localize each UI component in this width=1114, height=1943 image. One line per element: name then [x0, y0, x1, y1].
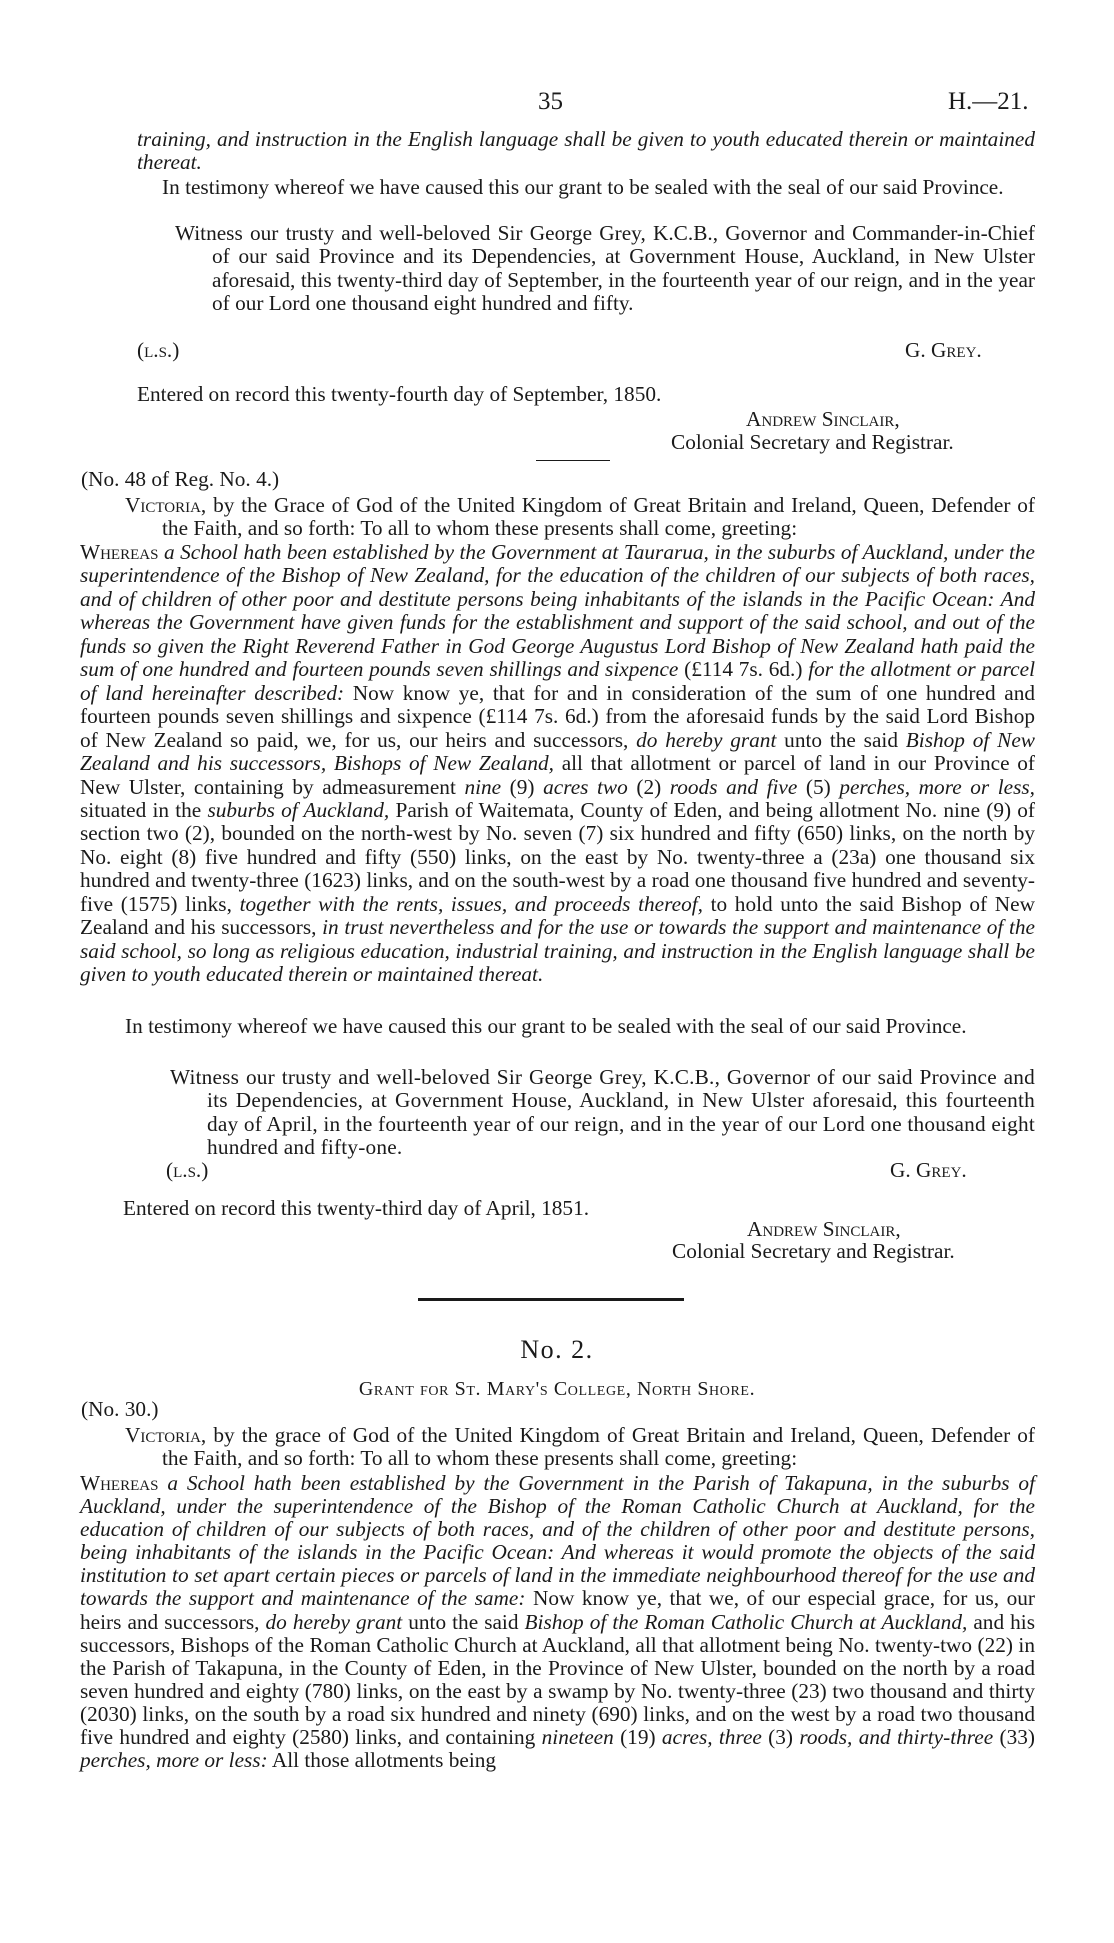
grant-continuation — [137, 128, 1035, 175]
body-italic: roods, and thirty-three — [799, 1725, 994, 1750]
preamble-paragraph — [125, 1424, 1035, 1471]
body-text: Now know ye, that for and in consideration of the sum of one hundred and fourteen pounds seven shillings and sixpence (£114 7s. 6d.) from the aforesaid funds by the said Lord Bishop of New Zealand so paid, we, for us, our heirs and successors, — [80, 680, 1035, 752]
registrar-name: Andrew Sinclair, — [747, 1217, 901, 1241]
body-italic: do hereby grant — [636, 727, 777, 752]
section-title: Grant for St. Mary's College, North Shore. — [358, 1378, 756, 1400]
whereas-text: a School hath been established by the Government in the Parish of Takapuna, in the suburbs of Auckland, under the superintendence of the Bishop of the Roman Catholic Church at Auckland, for the education of children of our subjects of both races, and of the children of other poor and destitute persons, being inhabitants of the islands in the Pacific Ocean: And whereas it would promote the objects of the said institution to set apart certain pieces or parcels of land in the immediate neighbourhood thereof for the use and towards the support and maintenance of the same: — [80, 1471, 1035, 1611]
preamble-paragraph — [125, 494, 1035, 541]
body-text: all that allotment or parcel of land in our Province of New Ulster, containing by admeasurement — [80, 751, 1035, 799]
preamble-text: by the Grace of God of the United Kingdom of Great Britain and Ireland, Queen, Defender of the Faith, and so forth: To all to whom these presents shall come, greeting: — [162, 493, 1035, 541]
whereas-text: a School hath been established by the Government at Taurarua, in the suburbs of Auckland, under the superintendence of the Bishop of New Zealand, for the education of the children of our subjects of both races, and of children of other poor and destitute persons being inhabitants of the islands in the Pacific Ocean: And whereas the Government have given funds for the establishment and support of the said school, and out of the funds so given the Right Reverend Father in God George Augustus Lord Bishop of New Zealand hath paid the sum of one hundred and fourteen pounds seven shillings and sixpence — [80, 540, 1035, 682]
major-divider — [418, 1298, 684, 1301]
body-italic: Bishop of the Roman Catholic Church at Auckland, — [524, 1609, 968, 1634]
body-italic: together with the rents, issues, and proceeds thereof, — [239, 891, 703, 916]
page-number: 35 — [538, 88, 563, 115]
body-italic: in trust nevertheless and for the use or towards the support and maintenance of the said school, so long as religious education, industrial training, and instruction in the English language shall be given to youth educated therein or maintained thereat. — [80, 915, 1035, 987]
registry-number: (No. 48 of Reg. No. 4.) — [81, 467, 280, 491]
body-text: (9) — [501, 774, 544, 799]
entered-record: Entered on record this twenty-fourth day of September, 1850. — [137, 382, 662, 406]
document-reference: H.—21. — [948, 88, 1029, 115]
body-italic: perches, more or less, — [839, 774, 1035, 799]
body-text: (3) — [761, 1725, 800, 1750]
body-text: (19) — [613, 1725, 662, 1750]
governor-signature: G. Grey. — [890, 1158, 967, 1182]
seal-mark: (l.s.) — [166, 1158, 209, 1182]
body-italic: nineteen — [541, 1725, 614, 1750]
whereas-word: Whereas — [80, 540, 159, 564]
body-text: situated in the — [80, 797, 208, 822]
whereas-paragraph — [80, 541, 1035, 987]
body-italic: nine — [464, 774, 502, 799]
body-text: (5) — [797, 774, 840, 799]
body-text: unto the said — [776, 727, 906, 752]
body-text: (2) — [627, 774, 670, 799]
whereas-text-2: for the allotment or parcel of land hereinafter described: — [80, 657, 1035, 705]
body-italic: perches, more or less: — [80, 1748, 268, 1773]
registrar-name: Andrew Sinclair, — [746, 407, 900, 431]
body-text: (33) — [993, 1725, 1035, 1750]
continuation-text: training, and instruction in the English language shall be given to youth educated therein or maintained thereat. — [137, 127, 1035, 175]
registrar-title: Colonial Secretary and Registrar. — [672, 1239, 955, 1263]
testimony-paragraph: In testimony whereof we have caused this our grant to be sealed with the seal of our said Province. — [162, 175, 1004, 199]
body-italic: Bishop of New Zealand and his successors, Bishops of New Zealand, — [80, 727, 1035, 776]
section-divider — [536, 460, 610, 461]
entered-record: Entered on record this twenty-third day of April, 1851. — [123, 1196, 590, 1220]
sovereign-name: Victoria, — [125, 493, 207, 517]
body-text: unto the said — [402, 1609, 525, 1634]
body-text: All those allotments being — [267, 1748, 497, 1773]
body-text: Parish of Waitemata, County of Eden, and being allotment No. nine (9) of section two (2), bounded on the north-west by No. seven (7) six hundred and fifty (650) links, on the north by No. eight (8) five hundred and fifty (550) links, on the east by No. twenty-three a (23a) one thousand six hundred and twenty-three (1623) links, and on the south-west by a road one thousand five hundred and seventy-five (1575) links, — [80, 797, 1036, 916]
sovereign-name: Victoria, — [125, 1423, 207, 1447]
registry-number: (No. 30.) — [81, 1397, 159, 1421]
preamble-text: by the grace of God of the United Kingdom of Great Britain and Ireland, Queen, Defender of the Faith, and so forth: To all to whom these presents shall come, greeting: — [162, 1423, 1035, 1471]
body-text: to hold unto the said Bishop of New Zealand and his successors, — [80, 891, 1036, 940]
governor-signature: G. Grey. — [905, 338, 982, 362]
body-italic: do hereby grant — [265, 1609, 403, 1634]
testimony-paragraph: In testimony whereof we have caused this our grant to be sealed with the seal of our said Province. — [125, 1014, 967, 1038]
registrar-title: Colonial Secretary and Registrar. — [671, 430, 954, 454]
witness-paragraph: Witness our trusty and well-beloved Sir George Grey, K.C.B., Governor and Commander-in-Chief of our said Province and its Dependencies, at Government House, Auckland, in New Ulster aforesaid, this twenty-third day of September, in the fourteenth year of our reign, and in the year of our Lord one thousand eight hundred and fifty. — [175, 221, 1035, 316]
whereas-paragraph — [80, 1472, 1035, 1772]
body-italic: suburbs of Auckland, — [207, 797, 390, 822]
body-italic: acres two — [543, 774, 628, 799]
body-text: and his successors, Bishops of the Roman Catholic Church at Auckland, all that allotment being No. twenty-two (22) in the Parish of Takapuna, in the County of Eden, in the Province of New Ulster, bounded on the north by a road seven hundred and eighty (780) links, on the east by a swamp by No. twenty-three (23) two thousand and thirty (2030) links, on the south by a road six hundred and ninety (690) links, and on the west by a road two thousand five hundred and eighty (2580) links, and containing — [80, 1609, 1035, 1750]
body-italic: roods and five — [669, 774, 798, 799]
section-number: No. 2. — [520, 1335, 594, 1364]
body-text: Now know ye, that we, of our especial grace, for us, our heirs and successors, — [80, 1586, 1035, 1634]
whereas-word: Whereas — [80, 1471, 159, 1495]
amount-text: (£114 7s. 6d.) — [678, 657, 809, 682]
witness-paragraph: Witness our trusty and well-beloved Sir George Grey, K.C.B., Governor of our said Province and its Dependencies, at Government House, Auckland, in New Ulster aforesaid, this fourteenth day of April, in the fourteenth year of our reign, and in the year of our Lord one thousand eight hundred and fifty-one. — [170, 1065, 1035, 1160]
body-italic: acres, three — [661, 1725, 762, 1750]
seal-mark: (l.s.) — [137, 338, 180, 362]
